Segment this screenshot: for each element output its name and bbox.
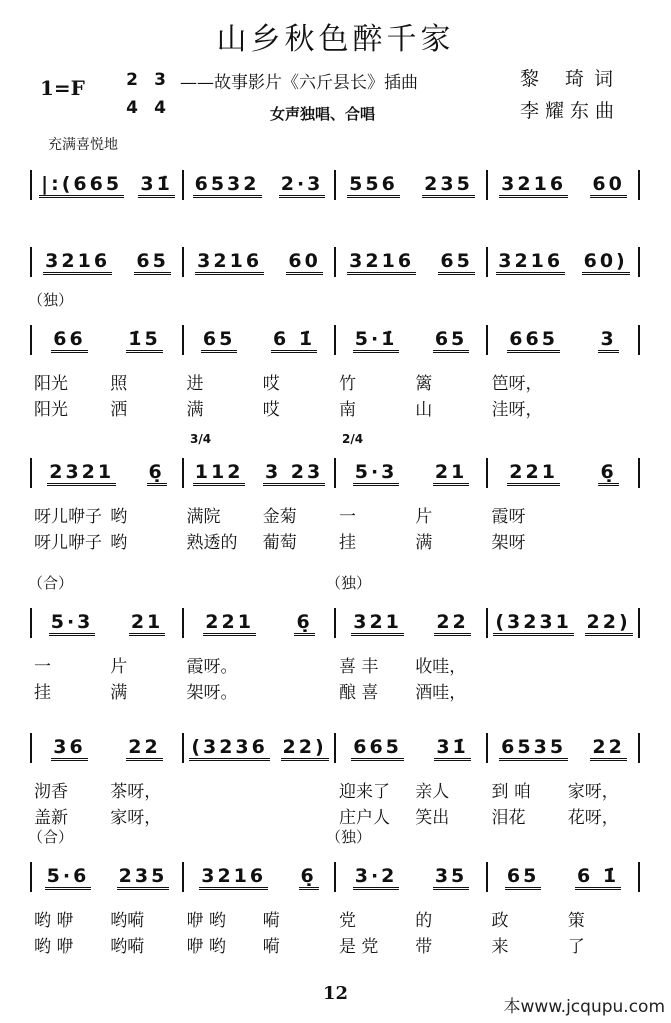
time-signature-2-4: 2 4 bbox=[126, 70, 138, 118]
lyric-line bbox=[30, 777, 640, 802]
lyric-syllable: 家呀， bbox=[110, 808, 162, 828]
note-group: 5·3 bbox=[353, 461, 400, 486]
lyric-syllable: 咿 哟 bbox=[186, 937, 226, 957]
measure bbox=[336, 325, 488, 355]
key-signature: 1=F bbox=[40, 76, 85, 100]
measure bbox=[184, 432, 336, 488]
note-group: 221 bbox=[507, 461, 560, 486]
lyric-syllable: 山 bbox=[415, 400, 433, 420]
note-group: 65 bbox=[134, 250, 170, 275]
note-group: 3216 bbox=[499, 173, 568, 198]
lyric-syllable: 南 bbox=[339, 400, 356, 420]
note-group: 3216 bbox=[199, 865, 268, 890]
lyric-syllable: 一 bbox=[34, 657, 51, 677]
measure bbox=[30, 862, 184, 892]
measure bbox=[336, 170, 488, 200]
watermark: 本www.jcqupu.com bbox=[503, 997, 665, 1017]
lyric-syllable: 收哇， bbox=[415, 657, 467, 677]
staff-row bbox=[30, 733, 640, 763]
lyric-syllable: 党 bbox=[339, 911, 356, 931]
note-group: 665 bbox=[507, 328, 560, 353]
lyric-syllable bbox=[183, 803, 259, 828]
lyric-syllable: 哟嗬 bbox=[110, 911, 145, 931]
measure bbox=[30, 458, 184, 488]
lyric-syllable: 咿 哟 bbox=[186, 911, 226, 931]
part-label: （独） bbox=[326, 574, 372, 592]
lyric-syllable: 喜 丰 bbox=[339, 657, 379, 677]
lyric-line bbox=[30, 652, 640, 677]
note-group: |:(665 bbox=[39, 173, 124, 198]
measure bbox=[184, 733, 336, 763]
lyric-syllable bbox=[564, 678, 640, 703]
lyric-syllable: 哟 咿 bbox=[34, 911, 74, 931]
lyric-syllable: 带 bbox=[415, 937, 433, 957]
measure bbox=[488, 733, 640, 763]
lyric-syllable: 花呀， bbox=[567, 808, 619, 828]
lyric-syllable: 酒哇， bbox=[415, 683, 467, 703]
lyricist: 黎 琦词 bbox=[520, 68, 624, 90]
lyric-syllable: 片 bbox=[415, 507, 433, 527]
note-group: 3216 bbox=[43, 250, 112, 275]
measure bbox=[488, 458, 640, 488]
lyric-line bbox=[30, 369, 640, 394]
lyric-syllable bbox=[259, 777, 335, 802]
lyric-syllable: 一 bbox=[339, 507, 356, 527]
lyric-syllable: 庄户人 bbox=[339, 808, 390, 828]
lyric-syllable: 嗬 bbox=[262, 911, 280, 931]
note-group: 321 bbox=[351, 611, 404, 636]
lyric-syllable: 呀儿咿子 bbox=[34, 507, 102, 527]
lyric-syllable bbox=[488, 652, 564, 677]
note-group: 5·3 bbox=[49, 611, 96, 636]
lyric-syllable bbox=[564, 502, 640, 527]
staff-row bbox=[30, 170, 640, 200]
note-group: 6535 bbox=[499, 736, 568, 761]
note-group: 112 bbox=[193, 461, 246, 486]
note-group: 2321 bbox=[47, 461, 116, 486]
note-group: (3231 bbox=[493, 611, 574, 636]
lyric-syllable: 酿 喜 bbox=[339, 683, 379, 703]
lyric-syllable: 泪花 bbox=[491, 808, 526, 828]
note-group: 6 1̇ bbox=[575, 865, 621, 890]
note-group: 60 bbox=[286, 250, 322, 275]
note-group: 22) bbox=[281, 736, 329, 761]
note-group: 3216 bbox=[347, 250, 416, 275]
measure bbox=[184, 862, 336, 892]
lyric-line bbox=[30, 932, 640, 957]
lyric-syllable: 哟 咿 bbox=[34, 937, 74, 957]
performance-form: 女声独唱、合唱 bbox=[270, 105, 376, 123]
measure bbox=[184, 170, 336, 200]
note-group: 65 bbox=[438, 250, 474, 275]
part-label: （合） bbox=[28, 574, 74, 592]
lyric-syllable: 迎来了 bbox=[339, 782, 390, 802]
note-group: 35 bbox=[433, 865, 469, 890]
lyric-syllable: 挂 bbox=[34, 683, 51, 703]
tempo-marking: 充满喜悦地 bbox=[48, 137, 118, 153]
lyric-syllable: 哟嗬 bbox=[110, 937, 145, 957]
lyric-line bbox=[30, 528, 640, 553]
note-group: 3216 bbox=[195, 250, 264, 275]
staff-row bbox=[30, 325, 640, 355]
lyric-syllable: 霞呀 bbox=[491, 507, 526, 527]
lyric-line bbox=[30, 803, 640, 828]
lyric-syllable: 的 bbox=[415, 911, 433, 931]
part-label: （合） bbox=[28, 828, 74, 846]
lyric-syllable: 竹 bbox=[339, 374, 356, 394]
note-group: 1̇5 bbox=[126, 328, 162, 353]
lyric-syllable: 笆呀， bbox=[491, 374, 543, 394]
note-group: 3216 bbox=[496, 250, 565, 275]
measure bbox=[336, 432, 488, 488]
part-label: （独） bbox=[28, 291, 74, 309]
lyric-syllable: 哟 bbox=[110, 507, 128, 527]
lyric-syllable: 哟 bbox=[110, 533, 128, 553]
lyric-syllable: 片 bbox=[110, 657, 128, 677]
lyric-syllable bbox=[259, 803, 335, 828]
note-group: 6̣ bbox=[299, 865, 319, 890]
measure bbox=[336, 862, 488, 892]
lyric-syllable bbox=[564, 528, 640, 553]
lyric-syllable: 洒 bbox=[110, 400, 128, 420]
note-group: 665 bbox=[351, 736, 404, 761]
note-group: 6̣ bbox=[598, 461, 618, 486]
measure bbox=[184, 247, 336, 277]
note-group: 65 bbox=[201, 328, 237, 353]
measure bbox=[30, 325, 184, 355]
lyric-syllable: 架呀。 bbox=[186, 683, 238, 703]
note-group: 6̣ bbox=[294, 611, 314, 636]
lyric-syllable bbox=[564, 652, 640, 677]
note-group: 3·2 bbox=[353, 865, 400, 890]
note-group: 2·3 bbox=[279, 173, 326, 198]
measure bbox=[488, 170, 640, 200]
note-group: 556 bbox=[347, 173, 400, 198]
note-group: 6 1̇ bbox=[271, 328, 317, 353]
staff-row bbox=[30, 247, 640, 277]
lyric-syllable: 霞呀。 bbox=[186, 657, 238, 677]
note-group: 22 bbox=[126, 736, 162, 761]
lyric-syllable: 熟透的 bbox=[186, 533, 238, 553]
measure bbox=[184, 608, 336, 638]
lyric-syllable bbox=[183, 777, 259, 802]
note-group: 66 bbox=[51, 328, 87, 353]
note-group: (3236 bbox=[189, 736, 270, 761]
lyric-syllable: 策 bbox=[567, 911, 585, 931]
time-signature-3-4: 3 4 bbox=[154, 70, 166, 118]
lyric-syllable: 洼呀， bbox=[491, 400, 543, 420]
lyric-syllable: 是 党 bbox=[339, 937, 379, 957]
lyric-syllable: 满院 bbox=[186, 507, 221, 527]
lyric-syllable: 葡萄 bbox=[262, 533, 297, 553]
note-group: 65 bbox=[505, 865, 541, 890]
measure bbox=[488, 325, 640, 355]
note-group: 6̣ bbox=[147, 461, 167, 486]
lyric-syllable: 嗬 bbox=[262, 937, 280, 957]
lyric-line bbox=[30, 906, 640, 931]
lyric-syllable bbox=[488, 678, 564, 703]
note-group: 3 bbox=[598, 328, 618, 353]
lyric-syllable: 茶呀， bbox=[110, 782, 162, 802]
measure bbox=[336, 733, 488, 763]
staff-row bbox=[30, 432, 640, 488]
note-group: 22) bbox=[585, 611, 633, 636]
note-group: 221 bbox=[203, 611, 256, 636]
lyric-syllable: 满 bbox=[415, 533, 433, 553]
measure bbox=[30, 608, 184, 638]
lyric-syllable: 金菊 bbox=[262, 507, 297, 527]
lyric-syllable: 满 bbox=[186, 400, 204, 420]
note-group: 60 bbox=[590, 173, 626, 198]
lyric-syllable: 进 bbox=[186, 374, 204, 394]
note-group: 65 bbox=[433, 328, 469, 353]
lyric-line bbox=[30, 502, 640, 527]
note-group: 31̇ bbox=[138, 173, 174, 198]
time-change: 3/4 bbox=[190, 432, 212, 446]
lyric-syllable: 照 bbox=[110, 374, 128, 394]
lyric-line bbox=[30, 395, 640, 420]
note-group: 31̇ bbox=[434, 736, 470, 761]
note-group: 22 bbox=[590, 736, 626, 761]
lyric-syllable: 来 bbox=[491, 937, 509, 957]
page-number: 12 bbox=[322, 983, 349, 1004]
note-group: 60) bbox=[582, 250, 630, 275]
note-group: 5·1̇ bbox=[353, 328, 400, 353]
lyric-syllable: 亲人 bbox=[415, 782, 450, 802]
measure bbox=[488, 247, 640, 277]
measure bbox=[488, 608, 640, 638]
lyric-syllable: 哎 bbox=[262, 400, 280, 420]
measure bbox=[488, 862, 640, 892]
time-change: 2/4 bbox=[342, 432, 364, 446]
lyric-syllable bbox=[564, 395, 640, 420]
composer: 李耀东曲 bbox=[520, 100, 621, 122]
lyric-syllable: 笑出 bbox=[415, 808, 450, 828]
lyric-syllable: 盖新 bbox=[34, 808, 68, 828]
subtitle: ——故事影片《六斤县长》插曲 bbox=[180, 73, 418, 93]
lyric-syllable: 阳光 bbox=[34, 374, 68, 394]
lyric-syllable: 架呀 bbox=[491, 533, 526, 553]
lyric-syllable: 政 bbox=[491, 911, 509, 931]
part-label: （独） bbox=[326, 828, 372, 846]
measure bbox=[30, 170, 184, 200]
lyric-syllable: 了 bbox=[567, 937, 585, 957]
note-group: 22 bbox=[434, 611, 470, 636]
measure bbox=[30, 247, 184, 277]
note-group: 6532 bbox=[193, 173, 262, 198]
lyric-syllable bbox=[259, 678, 335, 703]
measure bbox=[336, 247, 488, 277]
lyric-syllable: 阳光 bbox=[34, 400, 68, 420]
measure bbox=[336, 608, 488, 638]
lyric-syllable: 哎 bbox=[262, 374, 280, 394]
lyric-syllable: 挂 bbox=[339, 533, 356, 553]
staff-row bbox=[30, 608, 640, 638]
lyric-syllable: 满 bbox=[110, 683, 128, 703]
lyric-syllable bbox=[564, 369, 640, 394]
note-group: 3 23 bbox=[263, 461, 325, 486]
note-group: 235 bbox=[117, 865, 170, 890]
lyric-syllable: 呀儿咿子 bbox=[34, 533, 102, 553]
lyric-syllable: 家呀， bbox=[567, 782, 619, 802]
measure bbox=[30, 733, 184, 763]
note-group: 21 bbox=[433, 461, 469, 486]
lyric-line bbox=[30, 678, 640, 703]
lyric-syllable: 篱 bbox=[415, 374, 433, 394]
note-group: 36 bbox=[51, 736, 87, 761]
measure bbox=[184, 325, 336, 355]
song-title: 山乡秋色醉千家 bbox=[216, 22, 455, 57]
lyric-syllable: 沏香 bbox=[34, 782, 68, 802]
lyric-syllable bbox=[259, 652, 335, 677]
note-group: 21 bbox=[129, 611, 165, 636]
staff-row bbox=[30, 862, 640, 892]
lyric-syllable: 到 咱 bbox=[491, 782, 531, 802]
note-group: 235 bbox=[422, 173, 475, 198]
note-group: 5·6 bbox=[45, 865, 92, 890]
